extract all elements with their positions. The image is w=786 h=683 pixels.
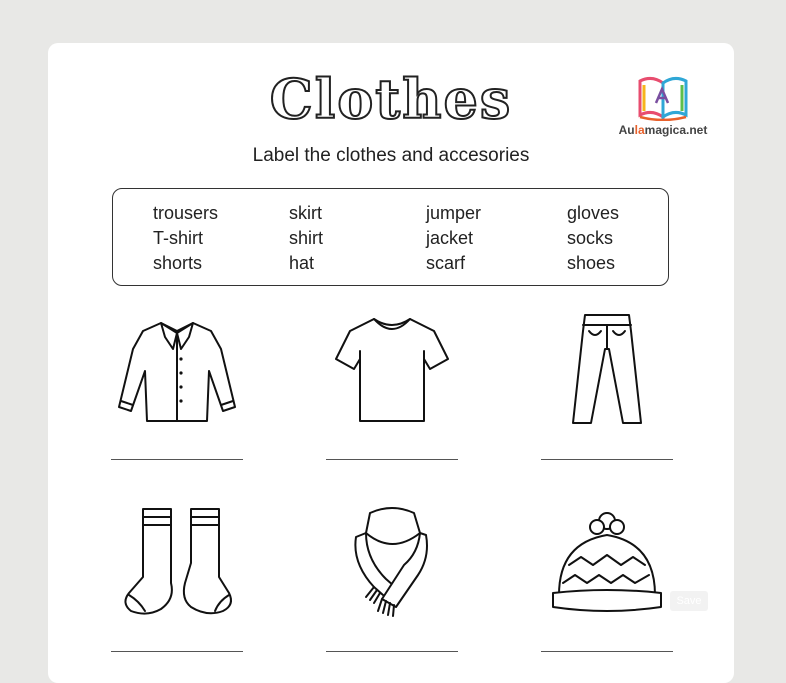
t-shirt-icon [326,311,458,429]
shirt-icon [111,311,243,429]
scarf-icon [326,503,458,621]
logo-text: Aulamagica.net [618,123,708,137]
save-button[interactable]: Save [670,591,708,611]
answer-line[interactable] [111,459,243,460]
word-bank-item: trousers [153,203,219,223]
answer-line[interactable] [326,651,458,652]
picture-cell [541,311,673,429]
worksheet [48,43,734,683]
answer-line[interactable] [541,459,673,460]
trousers-icon [541,311,673,429]
word-bank-item: shorts [153,253,203,273]
hat-icon [541,503,673,621]
word-bank-item: jacket [426,228,474,248]
picture-cell [111,311,243,429]
word-bank-item: gloves [567,203,620,223]
answer-line[interactable] [111,651,243,652]
word-bank-item: socks [567,228,614,248]
open-book-logo-icon [636,73,690,121]
picture-cell [326,311,458,429]
answer-line[interactable] [326,459,458,460]
word-bank-item: skirt [289,203,322,223]
word-bank-item: jumper [426,203,482,223]
word-bank-item: shoes [567,253,616,273]
word-bank [112,188,669,286]
word-bank-item: scarf [426,253,466,273]
socks-icon [111,503,243,621]
picture-cell [326,503,458,621]
site-logo[interactable] [613,73,713,137]
word-bank-item: shirt [289,228,324,248]
word-bank-item: T-shirt [153,228,204,248]
picture-cell [541,503,673,621]
instructions: Label the clothes and accesories [252,145,530,166]
answer-line[interactable] [541,651,673,652]
word-bank-item: hat [289,253,315,273]
picture-cell [111,503,243,621]
page-title: Clothes [269,67,513,131]
